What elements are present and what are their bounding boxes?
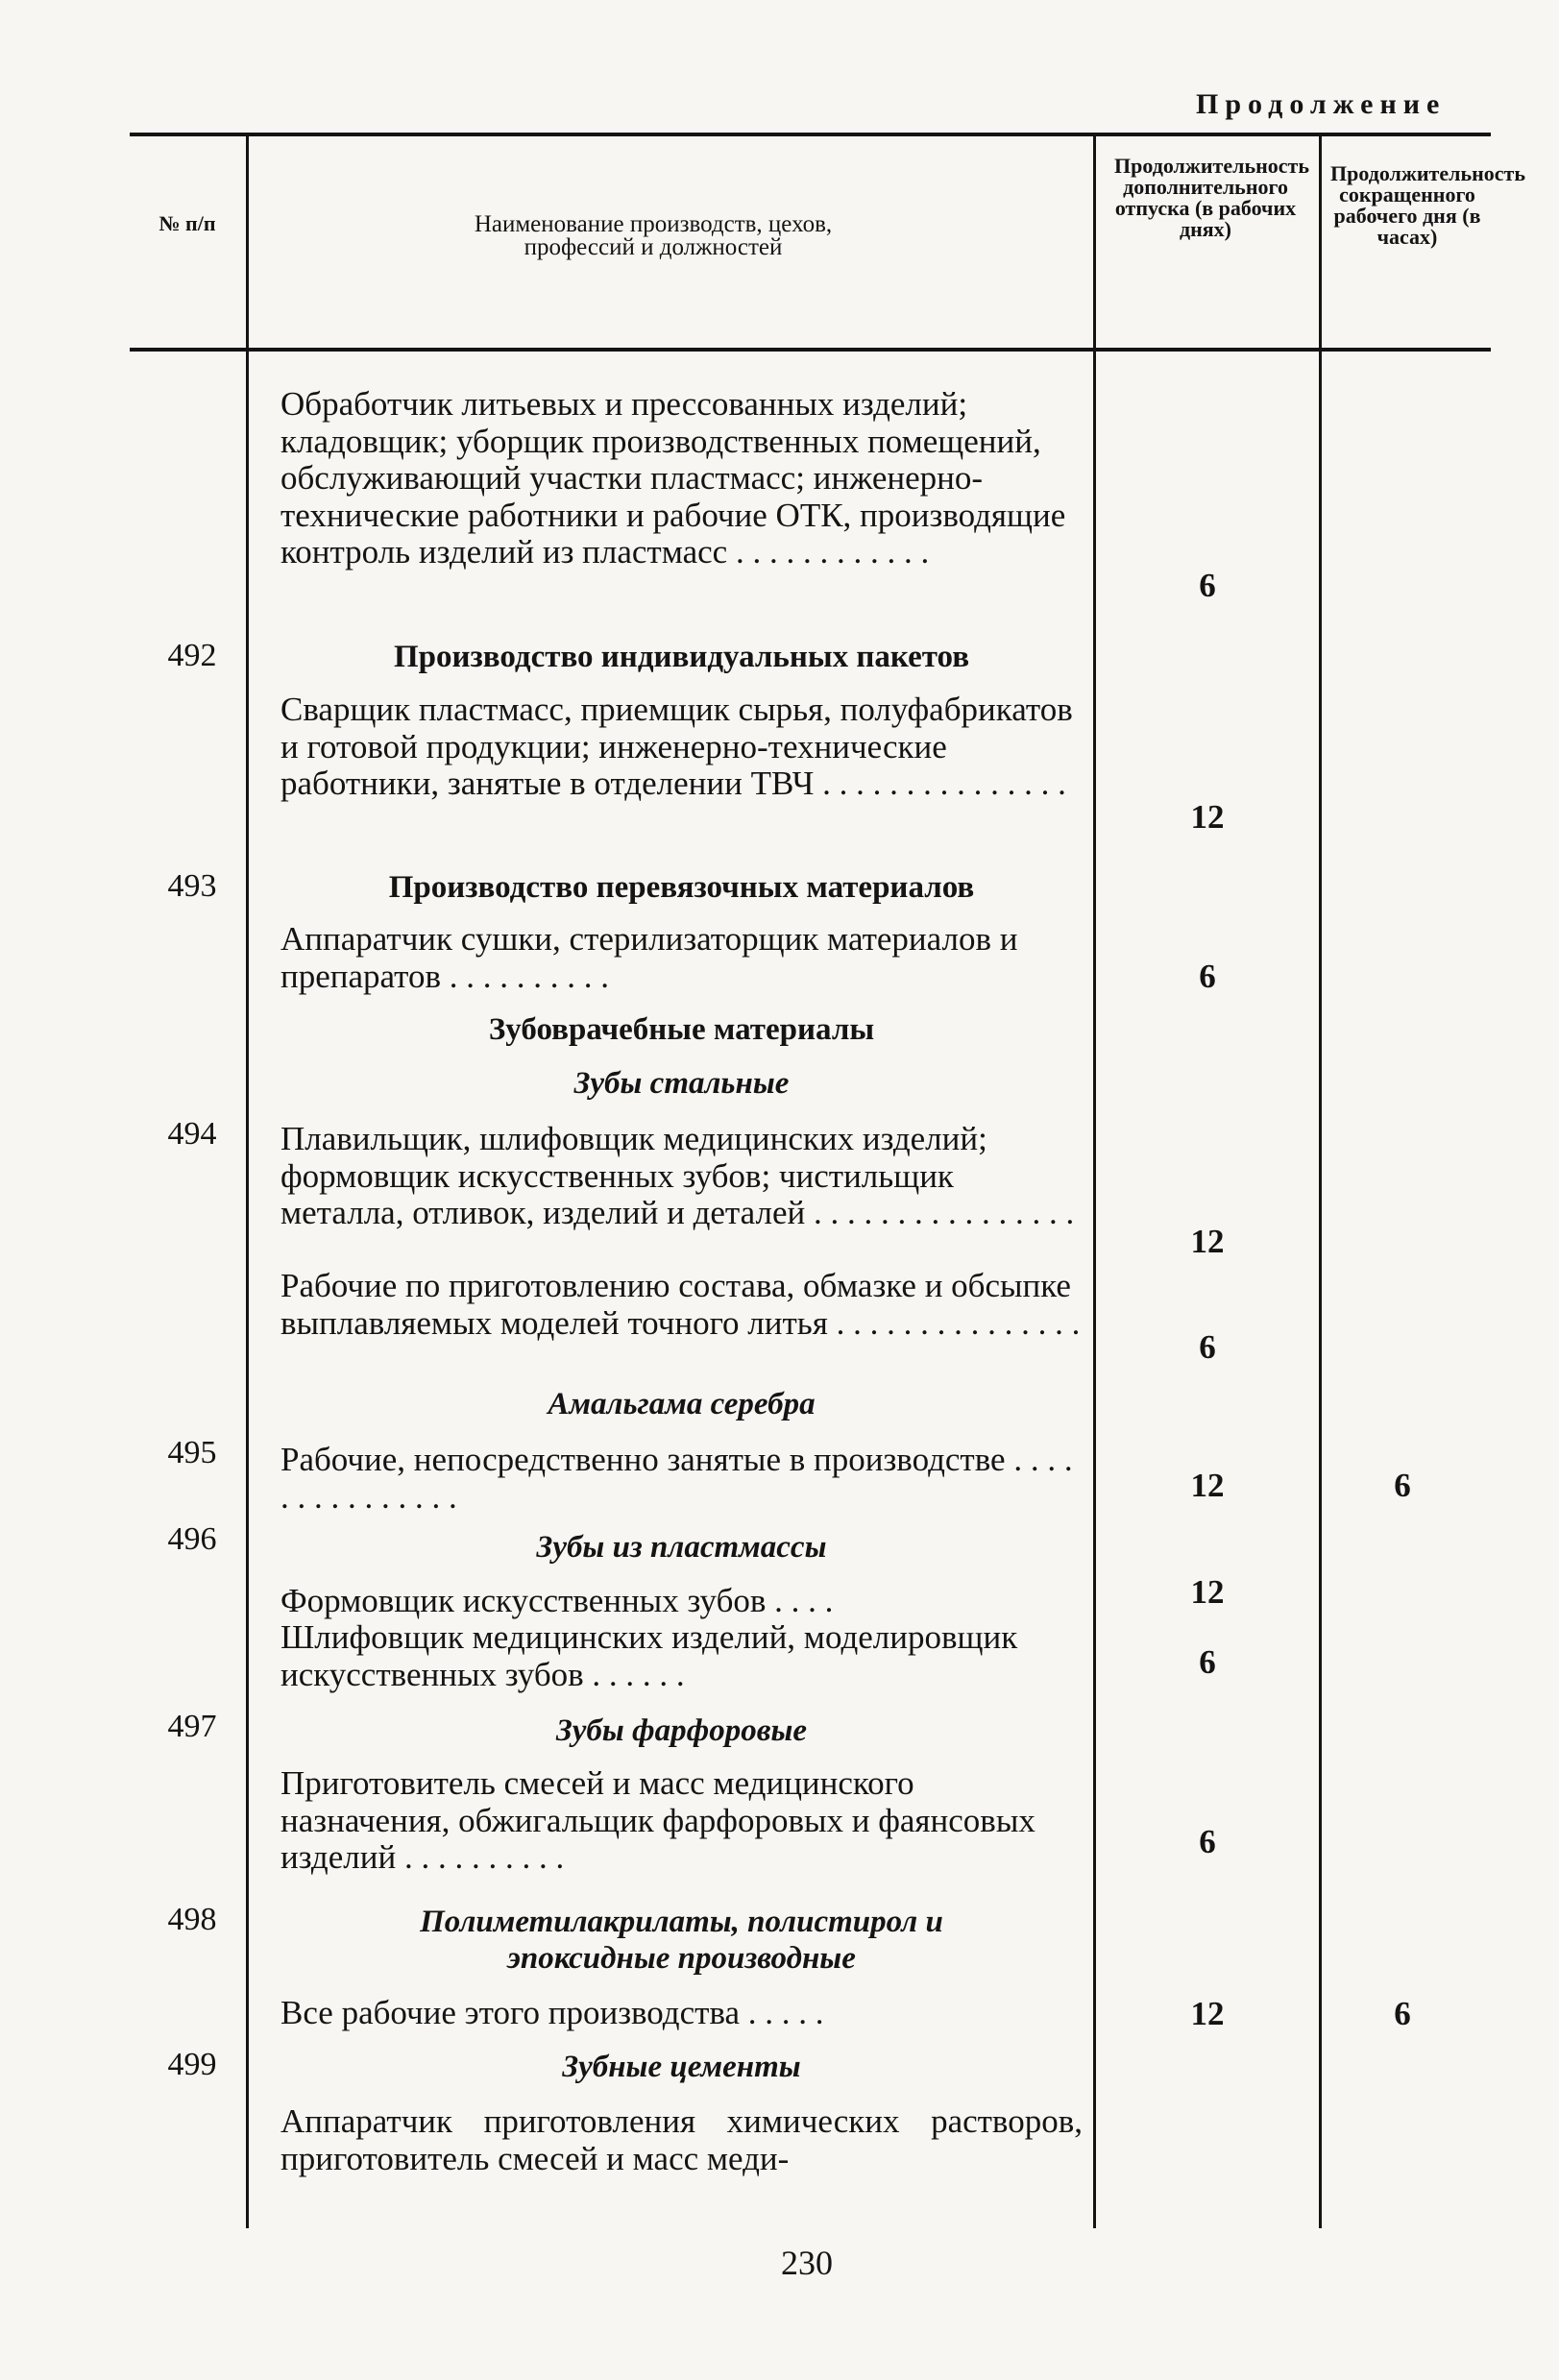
row-491-text: Обработчик литьевых и прессованных изделий; кладовщик; уборщик производственных помещений, обслуживающий участки пластмасс; инженерно-технические работники и рабочие ОТК, производящие контроль изделий из пластмасс . . . . . . . . . . . . bbox=[280, 385, 1066, 571]
row-499-text: Аппаратчик приготовления химических растворов, приготовитель смесей и масс меди- bbox=[280, 2102, 1083, 2177]
column-divider-3 bbox=[1319, 136, 1322, 2228]
row-494-number: 494 bbox=[167, 1116, 217, 1152]
page-number: 230 bbox=[781, 2244, 833, 2282]
row-499-number: 499 bbox=[167, 2047, 217, 2082]
header-number: № п/п bbox=[158, 211, 216, 235]
continued-label: Продолжение bbox=[1196, 88, 1447, 120]
row-498-leave: 12 bbox=[1190, 1995, 1225, 2032]
row-493-text: Аппаратчик сушки, стерилизаторщик материалов и препаратов . . . . . . . . . . bbox=[280, 920, 1018, 995]
subheading-polymers-line-2: эпоксидные производные bbox=[507, 1941, 856, 1976]
row-496-leave-a: 12 bbox=[1190, 1573, 1225, 1611]
row-496-text-b: Шлифовщик медицинских изделий, моделировщик искусственных зубов . . . . . . bbox=[280, 1618, 1018, 1693]
row-497-number: 497 bbox=[167, 1709, 217, 1744]
row-497-leave: 6 bbox=[1199, 1823, 1216, 1860]
header-day-duration: Продолжительность сокращенного рабочего дня (в часах) bbox=[1330, 161, 1525, 249]
row-494-text-b: Рабочие по приготовлению состава, обмазке и обсыпке выплавляемых моделей точного литья . . . . . . . . . . . . . . . bbox=[280, 1267, 1081, 1342]
row-493-leave: 6 bbox=[1199, 958, 1216, 995]
row-494-leave-a: 12 bbox=[1190, 1223, 1225, 1260]
subheading-polymers-line-1: Полиметилакрилаты, полистирол и bbox=[420, 1905, 943, 1939]
row-492-leave: 12 bbox=[1190, 798, 1225, 836]
column-divider-2 bbox=[1093, 136, 1096, 2228]
row-495-number: 495 bbox=[167, 1435, 217, 1470]
row-498-text: Все рабочие этого производства . . . . . bbox=[280, 1994, 824, 2031]
row-496-leave-b: 6 bbox=[1199, 1643, 1216, 1681]
row-491-leave: 6 bbox=[1199, 567, 1216, 604]
row-492-number: 492 bbox=[167, 638, 217, 673]
row-493-number: 493 bbox=[167, 868, 217, 904]
row-498-day: 6 bbox=[1394, 1995, 1411, 2032]
subheading-dental-cements: Зубные цементы bbox=[562, 2050, 801, 2084]
subheading-silver-amalgam: Амальгама серебра bbox=[548, 1387, 816, 1421]
subheading-steel-teeth: Зубы стальные bbox=[573, 1066, 790, 1101]
row-496-text-a: Формовщик искусственных зубов . . . . bbox=[280, 1582, 834, 1619]
header-leave-duration: Продолжительность дополнительного отпуска (в рабочих днях) bbox=[1114, 154, 1309, 241]
row-498-number: 498 bbox=[167, 1902, 217, 1937]
row-495-leave: 12 bbox=[1190, 1467, 1225, 1504]
row-494-leave-b: 6 bbox=[1199, 1328, 1216, 1366]
row-495-day: 6 bbox=[1394, 1467, 1411, 1504]
row-497-text: Приготовитель смесей и масс медицинского назначения, обжигальщик фарфоровых и фаянсовых изделий . . . . . . . . . . bbox=[280, 1764, 1035, 1876]
row-495-text: Рабочие, непосредственно занятые в производстве . . . . . . . . . . . . . . . bbox=[280, 1441, 1073, 1516]
header-bottom-rule bbox=[130, 348, 1491, 352]
section-dental-heading: Зубоврачебные материалы bbox=[488, 1012, 875, 1047]
row-494-text-a: Плавильщик, шлифовщик медицинских изделий; формовщик искусственных зубов; чистильщик металла, отливок, изделий и деталей . . . . . . . . . . . . . . . . bbox=[280, 1120, 1075, 1231]
row-492-heading: Производство индивидуальных пакетов bbox=[393, 640, 970, 674]
row-493-heading: Производство перевязочных материалов bbox=[388, 870, 975, 905]
row-496-number: 496 bbox=[167, 1521, 217, 1557]
table-top-rule bbox=[130, 133, 1491, 136]
subheading-porcelain-teeth: Зубы фарфоровые bbox=[555, 1713, 808, 1748]
header-name: Наименование производств, цехов, профессий и должностей bbox=[474, 211, 833, 260]
row-492-text: Сварщик пластмасс, приемщик сырья, полуфабрикатов и готовой продукции; инженерно-технические работники, занятые в отделении ТВЧ . . . . . . . . . . . . . . . bbox=[280, 691, 1073, 802]
subheading-plastic-teeth: Зубы из пластмассы bbox=[536, 1530, 827, 1565]
